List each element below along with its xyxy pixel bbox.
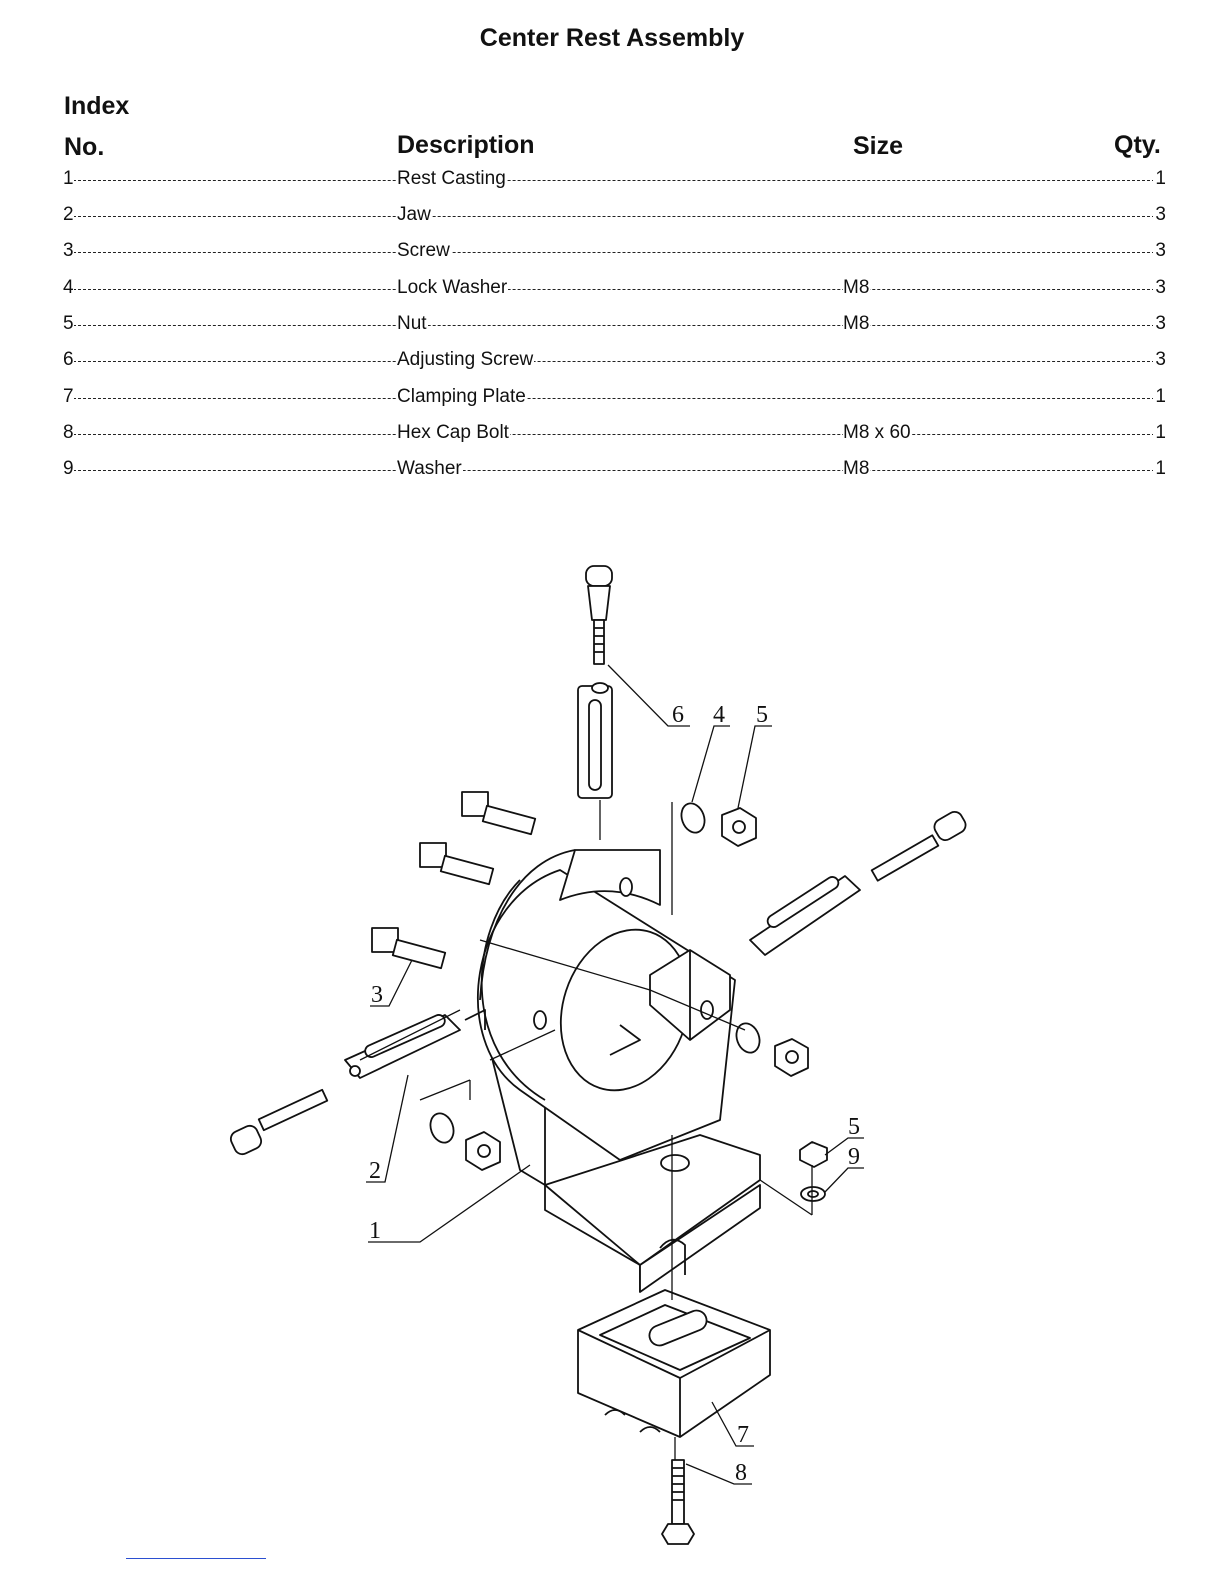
part-description: Clamping Plate (397, 384, 527, 410)
callout-5: 5 (756, 702, 768, 728)
part-size: M8 x 60 (843, 420, 912, 446)
part-no: 9 (63, 456, 74, 482)
part-qty: 3 (1153, 275, 1166, 301)
callout-6: 6 (672, 702, 684, 728)
header-size: Size (853, 132, 904, 160)
header-index: Index (64, 92, 130, 120)
part-description: Rest Casting (397, 166, 507, 192)
part-size: M8 (843, 275, 870, 301)
part-description: Lock Washer (397, 275, 508, 301)
callout-1: 1 (369, 1218, 381, 1244)
part-no: 6 (63, 347, 74, 373)
part-no: 5 (63, 311, 74, 337)
callout-7: 7 (737, 1422, 749, 1448)
part-description: Washer (397, 456, 463, 482)
part-qty: 3 (1153, 347, 1166, 373)
page-title: Center Rest Assembly (479, 24, 745, 52)
callout-9: 9 (848, 1144, 860, 1170)
part-qty: 3 (1153, 238, 1166, 264)
callout-8: 8 (735, 1460, 747, 1486)
part-description: Jaw (397, 202, 432, 228)
part-no: 8 (63, 420, 74, 446)
part-no: 4 (63, 275, 74, 301)
hex-cap-bolt-drawing (662, 1460, 694, 1544)
part-size: M8 (843, 311, 870, 337)
callout-5: 5 (848, 1114, 860, 1140)
callout-4: 4 (713, 702, 725, 728)
part-qty: 3 (1153, 202, 1166, 228)
clamping-plate-drawing (578, 1290, 770, 1437)
part-no: 3 (63, 238, 74, 264)
part-description: Adjusting Screw (397, 347, 534, 373)
part-qty: 1 (1153, 456, 1166, 482)
header-no: No. (64, 133, 105, 161)
part-description: Hex Cap Bolt (397, 420, 510, 446)
part-qty: 1 (1153, 420, 1166, 446)
part-no: 2 (63, 202, 74, 228)
callout-2: 2 (369, 1158, 381, 1184)
part-description: Nut (397, 311, 428, 337)
footer-link-underline (126, 1558, 266, 1559)
header-qty: Qty. (1114, 131, 1161, 159)
rest-casting-drawing (465, 850, 760, 1292)
part-qty: 3 (1153, 311, 1166, 337)
callout-3: 3 (371, 982, 383, 1008)
part-no: 7 (63, 384, 74, 410)
header-description: Description (397, 131, 535, 159)
part-qty: 1 (1153, 384, 1166, 410)
part-size: M8 (843, 456, 870, 482)
part-description: Screw (397, 238, 451, 264)
part-no: 1 (63, 166, 74, 192)
part-qty: 1 (1153, 166, 1166, 192)
